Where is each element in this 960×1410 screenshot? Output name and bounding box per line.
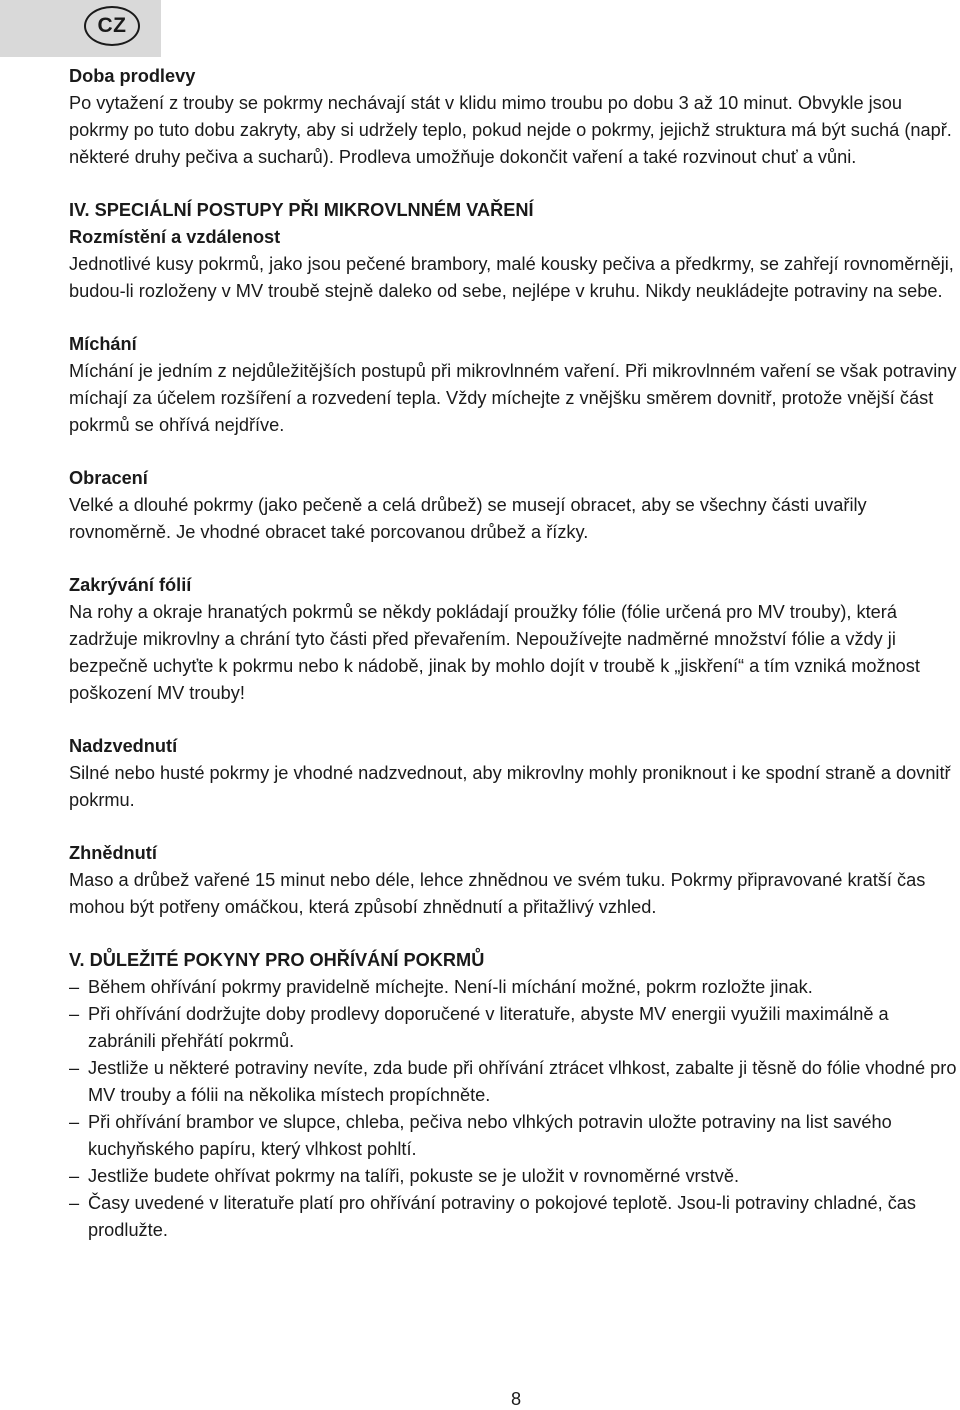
section-rozmisteni [69,197,959,305]
section-heading: Zhnědnutí [69,843,157,863]
section-dulezite-pokyny [69,947,959,1244]
language-tab [0,0,161,57]
section-nadzvednuti [69,733,959,814]
section-heading: Míchání [69,334,137,354]
section-text: Jednotlivé kusy pokrmů, jako jsou pečené brambory, malé kousky pečiva a předkrmy, se zahřejí rovnoměrněji, budou-li rozloženy v MV troubě stejně daleko od sebe, nejlépe v kruhu. Nikdy neukládejte potraviny na sebe. [69,254,954,301]
section-text: Míchání je jedním z nejdůležitějších postupů při mikrovlnném vaření. Při mikrovlnném vaření se však potraviny míchají za účelem rozšíření a rozvedení tepla. Vždy míchejte z vnějšku směrem dovnitř, protože vnější část pokrmů se ohřívá nejdříve. [69,361,957,435]
list-item: – Při ohřívání dodržujte doby prodlevy doporučené v literatuře, abyste MV energii využili maximálně a zabránili přehřátí pokrmů. [69,1001,959,1055]
list-item: – Při ohřívání brambor ve slupce, chleba, pečiva nebo vlhkých potravin uložte potraviny na list savého kuchyňského papíru, který vlhkost pohltí. [69,1109,959,1163]
document-body [69,63,959,1244]
chapter-title: IV. SPECIÁLNÍ POSTUPY PŘI MIKROVLNNÉM VAŘENÍ [69,200,534,220]
section-text: Velké a dlouhé pokrmy (jako pečeně a celá drůbež) se musejí obracet, aby se všechny části uvařily rovnoměrně. Je vhodné obracet také porcovanou drůbež a řízky. [69,495,867,542]
section-heading: Zakrývání fólií [69,575,192,595]
section-text: Na rohy a okraje hranatých pokrmů se někdy pokládají proužky fólie (fólie určená pro MV trouby), která zadržuje mikrovlny a chrání tyto části před převařením. Nepoužívejte nadměrné množství fólie a vždy ji bezpečně uchyťte k pokrmu nebo k nádobě, jinak by mohlo dojít v troubě k „jiskření“ a tím vzniká možnost poškození MV trouby! [69,602,920,703]
section-heading: Obracení [69,468,148,488]
chapter-title: V. DŮLEŽITÉ POKYNY PRO OHŘÍVÁNÍ POKRMŮ [69,950,485,970]
section-doba-prodlevy [69,63,959,171]
section-zakryvani-folii [69,572,959,707]
section-heading: Nadzvednutí [69,736,178,756]
instruction-list [69,974,959,1244]
list-item: – Během ohřívání pokrmy pravidelně míchejte. Není-li míchání možné, pokrm rozložte jinak. [69,974,959,1001]
page-number: 8 [510,1389,522,1409]
list-item: – Jestliže u některé potraviny nevíte, zda bude při ohřívání ztrácet vlhkost, zabalte ji těsně do fólie vhodné pro MV trouby a fólii na několika místech propíchněte. [69,1055,959,1109]
section-heading: Doba prodlevy [69,66,196,86]
list-item: – Časy uvedené v literatuře platí pro ohřívání potraviny o pokojové teplotě. Jsou-li potraviny chladné, čas prodlužte. [69,1190,959,1244]
section-michani [69,331,959,439]
section-heading: Rozmístění a vzdálenost [69,227,281,247]
section-obraceni [69,465,959,546]
section-text: Po vytažení z trouby se pokrmy nechávají stát v klidu mimo troubu po dobu 3 až 10 minut. Obvykle jsou pokrmy po tuto dobu zakryty, aby si udržely teplo, pokud nejde o pokrmy, jejichž struktura má být suchá (např. některé druhy pečiva a sucharů). Prodleva umožňuje dokončit vaření a také rozvinout chuť a vůni. [69,93,952,167]
list-item: – Jestliže budete ohřívat pokrmy na talíři, pokuste se je uložit v rovnoměrné vrstvě. [69,1163,959,1190]
language-badge: CZ [84,6,140,46]
section-zhnednuti [69,840,959,921]
section-text: Silné nebo husté pokrmy je vhodné nadzvednout, aby mikrovlny mohly proniknout i ke spodní straně a dovnitř pokrmu. [69,763,951,810]
section-text: Maso a drůbež vařené 15 minut nebo déle, lehce zhnědnou ve svém tuku. Pokrmy připravované kratší čas mohou být potřeny omáčkou, která způsobí zhnědnutí a přitažlivý vzhled. [69,870,926,917]
